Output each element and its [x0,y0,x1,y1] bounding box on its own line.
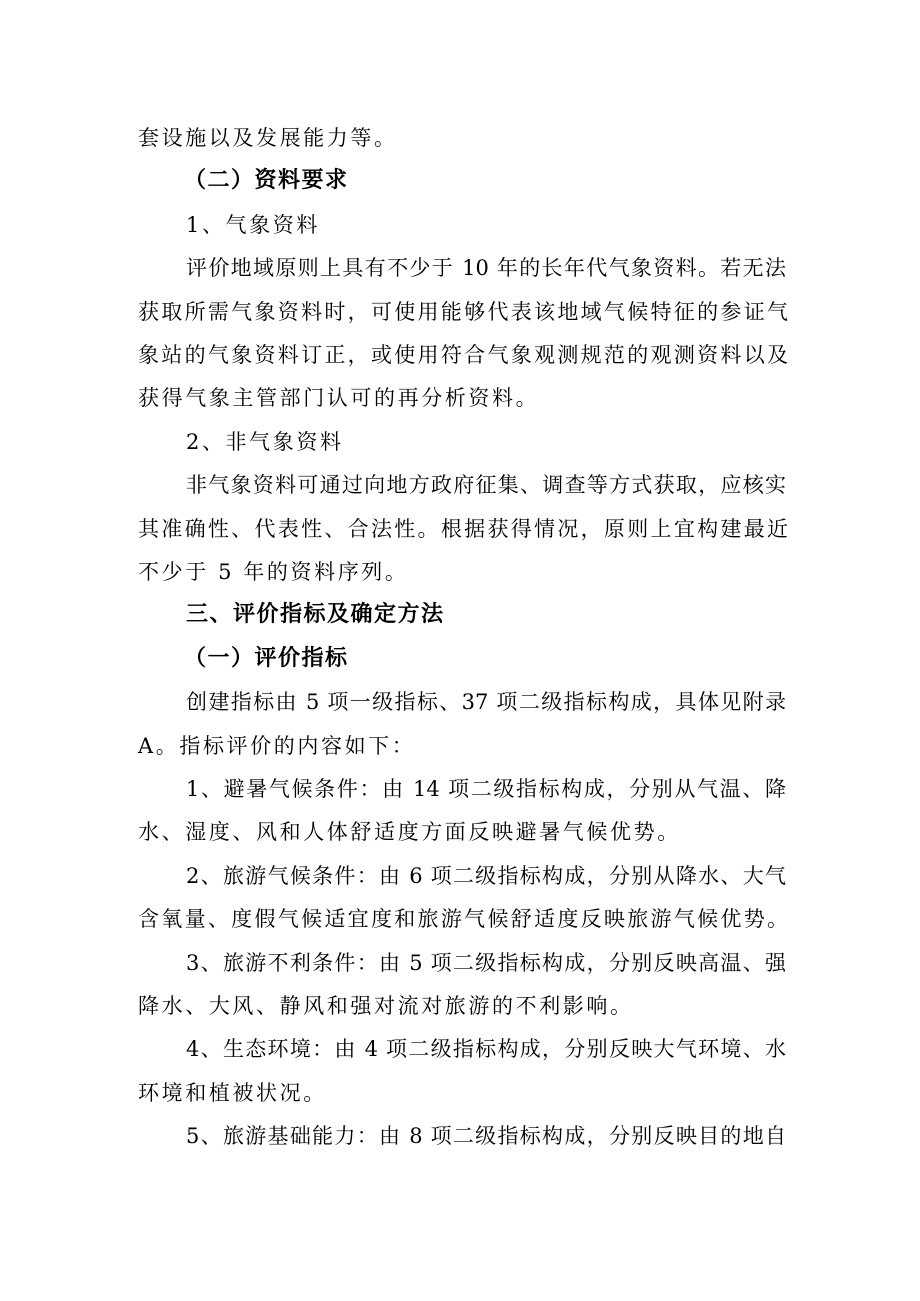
paragraph-line: 其准确性、代表性、合法性。根据获得情况，原则上宜构建最近 [138,517,788,541]
list-item-line: 4、生态环境：由 4 项二级指标构成，分别反映大气环境、水 [186,1037,786,1061]
list-item-line: 1、避暑气候条件：由 14 项二级指标构成，分别从气温、降 [186,777,786,801]
chapter-heading-evaluation-indicators: 三、评价指标及确定方法 [186,602,445,627]
paragraph-line: 不少于 5 年的资料序列。 [138,560,409,584]
list-item-line: 2、旅游气候条件：由 6 项二级指标构成，分别从降水、大气 [186,864,786,888]
list-item-line: 降水、大风、静风和强对流对旅游的不利影响。 [138,994,634,1018]
list-item-line: 环境和植被状况。 [138,1081,327,1105]
subsection-heading-meteorological-data: 1、气象资料 [186,213,320,237]
list-item-line: 3、旅游不利条件：由 5 项二级指标构成，分别反映高温、强 [186,951,786,975]
paragraph-line: 获得气象主管部门认可的再分析资料。 [138,386,540,410]
section-heading-evaluation-indicators: （一）评价指标 [184,646,349,671]
paragraph-line: 套设施以及发展能力等。 [138,126,398,150]
list-item-line: 含氧量、度假气候适宜度和旅游气候舒适度反映旅游气候优势。 [138,907,788,931]
paragraph-line: 象站的气象资料订正，或使用符合气象观测规范的观测资料以及 [138,343,788,367]
subsection-heading-non-meteorological-data: 2、非气象资料 [186,430,344,454]
paragraph-line: 评价地域原则上具有不少于 10 年的长年代气象资料。若无法 [186,256,786,280]
paragraph-line: 获取所需气象资料时，可使用能够代表该地域气候特征的参证气 [138,300,788,324]
paragraph-line: A。指标评价的内容如下： [138,734,416,758]
list-item-line: 5、旅游基础能力：由 8 项二级指标构成，分别反映目的地自 [186,1124,786,1148]
paragraph-line: 创建指标由 5 项一级指标、37 项二级指标构成，具体见附录 [186,690,786,714]
list-item-line: 水、湿度、风和人体舒适度方面反映避暑气候优势。 [138,820,681,844]
paragraph-line: 非气象资料可通过向地方政府征集、调查等方式获取，应核实 [186,473,786,497]
section-heading-data-requirements: （二）资料要求 [184,168,349,193]
